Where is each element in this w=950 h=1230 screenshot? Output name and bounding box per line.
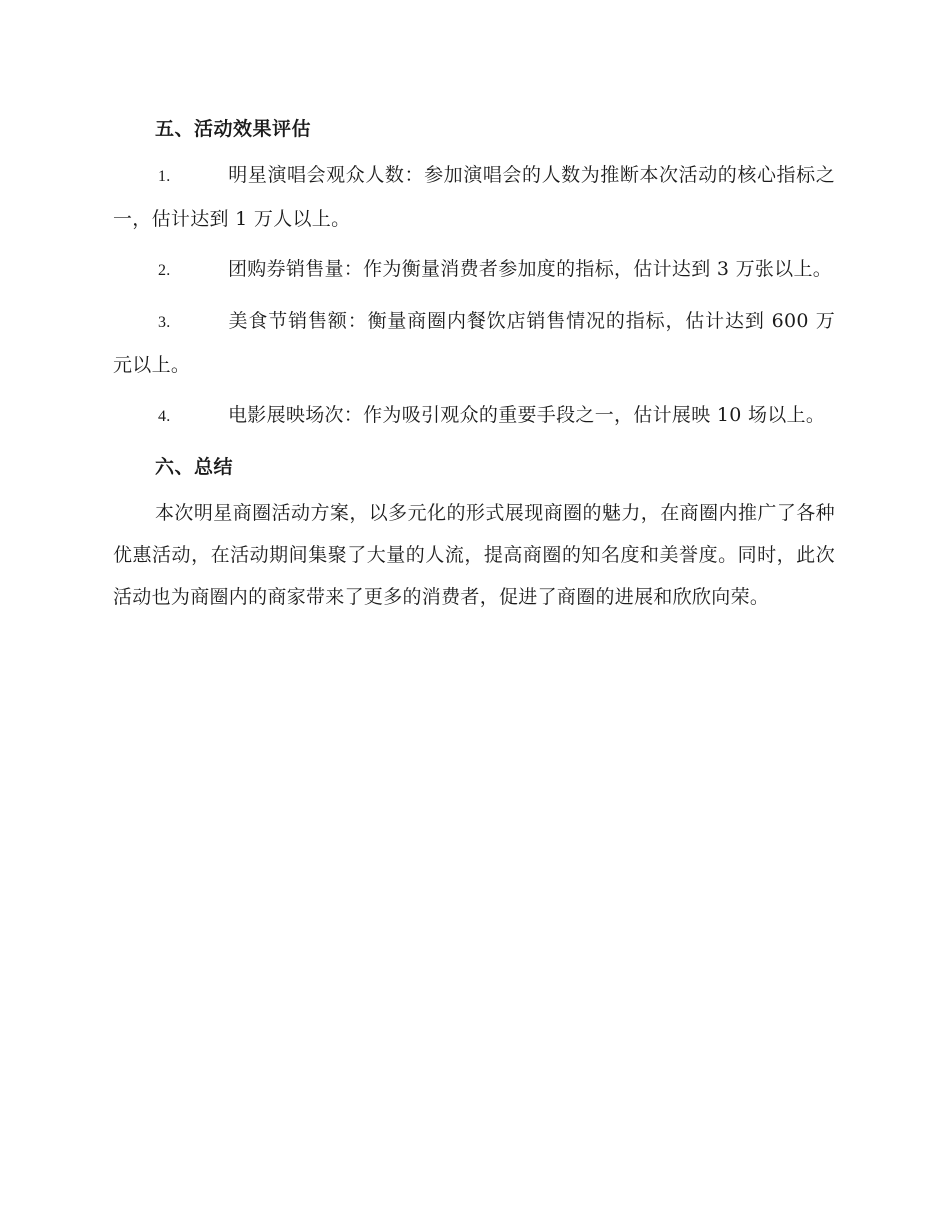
list-item (113, 300, 835, 386)
list-text: 美食节销售额：衡量商圈内餐饮店销售情况的指标，估计达到 600 万元以上。 (113, 310, 835, 376)
list-text: 电影展映场次：作为吸引观众的重要手段之一，估计展映 10 场以上。 (228, 404, 826, 426)
list-number: 3. (158, 314, 171, 331)
section-heading-evaluation: 五、活动效果评估 (155, 118, 312, 140)
list-number: 1. (158, 168, 171, 185)
document-page (113, 108, 835, 618)
list-text: 团购券销售量：作为衡量消费者参加度的指标，估计达到 3 万张以上。 (228, 258, 833, 280)
list-item (113, 154, 835, 240)
list-text: 明星演唱会观众人数：参加演唱会的人数为推断本次活动的核心指标之一，估计达到 1 万人以上。 (113, 164, 835, 230)
list-item (113, 248, 835, 292)
list-item (113, 394, 835, 438)
section-heading-summary: 六、总结 (155, 456, 234, 478)
list-number: 4. (158, 408, 171, 425)
summary-paragraph: 本次明星商圈活动方案，以多元化的形式展现商圈的魅力，在商圈内推广了各种优惠活动，在活动期间集聚了大量的人流，提高商圈的知名度和美誉度。同时，此次活动也为商圈内的商家带来了更多的消费者，促进了商圈的进展和欣欣向荣。 (113, 502, 835, 608)
list-number: 2. (158, 262, 171, 279)
